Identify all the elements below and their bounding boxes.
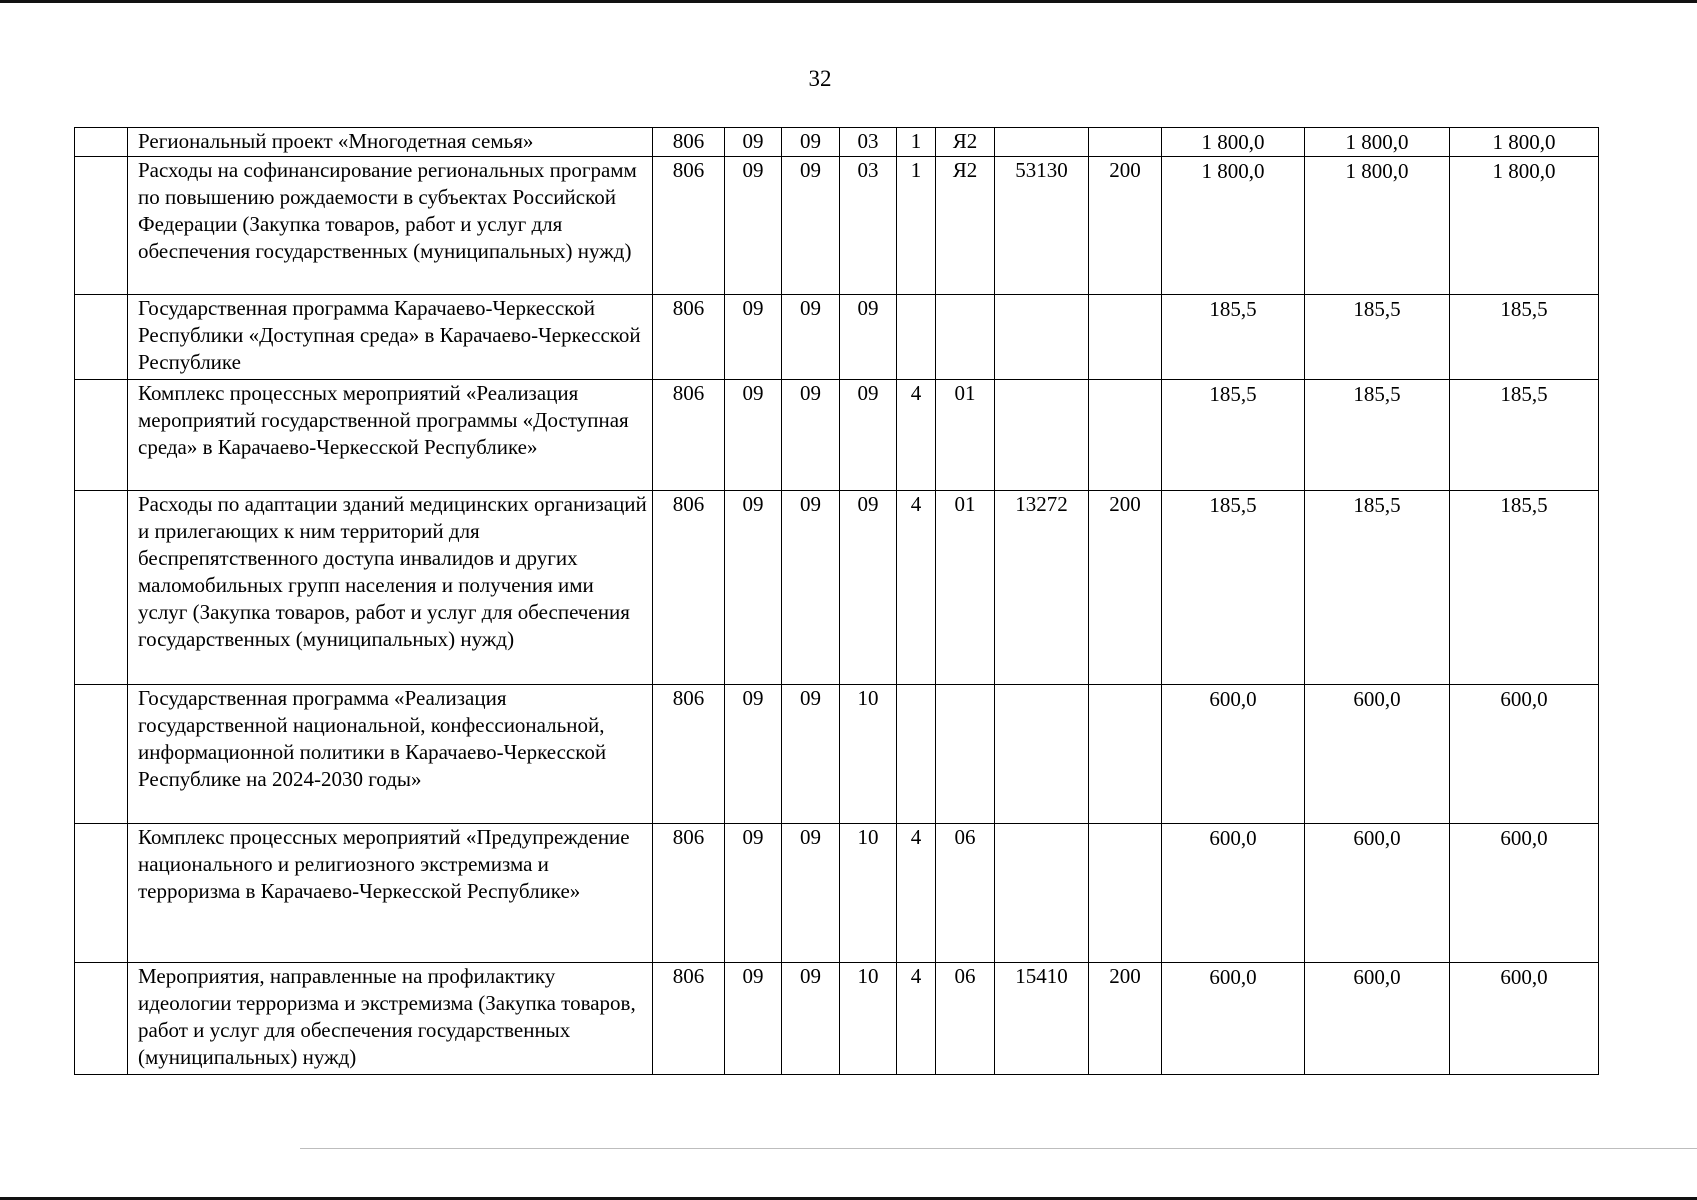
blank-cell bbox=[75, 824, 128, 963]
amount-year-1: 600,0 bbox=[1162, 963, 1305, 1075]
type-code: 4 bbox=[897, 380, 936, 491]
page-number: 32 bbox=[808, 66, 832, 91]
subsection-code: 09 bbox=[782, 128, 840, 157]
type-code: 4 bbox=[897, 824, 936, 963]
scan-faint-line bbox=[300, 1148, 1697, 1149]
section-code: 09 bbox=[725, 295, 782, 380]
program-code: 10 bbox=[840, 963, 897, 1075]
blank-cell bbox=[75, 128, 128, 157]
amount-year-3: 1 800,0 bbox=[1450, 157, 1599, 295]
direction-code bbox=[995, 824, 1089, 963]
amount-year-2: 1 800,0 bbox=[1305, 157, 1450, 295]
direction-code: 15410 bbox=[995, 963, 1089, 1075]
section-code: 09 bbox=[725, 963, 782, 1075]
direction-code bbox=[995, 128, 1089, 157]
direction-code bbox=[995, 685, 1089, 824]
table-row bbox=[75, 685, 1599, 824]
subsection-code: 09 bbox=[782, 157, 840, 295]
section-code: 09 bbox=[725, 824, 782, 963]
item-name: Комплекс процессных мероприятий «Реализация мероприятий государственной программы «Доступная среда» в Карачаево-Черкесской Республике» bbox=[128, 380, 653, 491]
ved-code: 806 bbox=[653, 963, 725, 1075]
blank-cell bbox=[75, 491, 128, 685]
amount-year-3: 600,0 bbox=[1450, 824, 1599, 963]
program-code: 03 bbox=[840, 128, 897, 157]
subsection-code: 09 bbox=[782, 824, 840, 963]
amount-year-1: 1 800,0 bbox=[1162, 128, 1305, 157]
type-code: 1 bbox=[897, 157, 936, 295]
amount-year-2: 185,5 bbox=[1305, 380, 1450, 491]
blank-cell bbox=[75, 295, 128, 380]
ved-code: 806 bbox=[653, 491, 725, 685]
item-name: Государственная программа Карачаево-Черкесской Республики «Доступная среда» в Карачаево-Черкесской Республике bbox=[128, 295, 653, 380]
blank-cell bbox=[75, 963, 128, 1075]
type-code: 4 bbox=[897, 491, 936, 685]
amount-year-3: 600,0 bbox=[1450, 963, 1599, 1075]
section-code: 09 bbox=[725, 491, 782, 685]
type-code: 4 bbox=[897, 963, 936, 1075]
subsection-code: 09 bbox=[782, 963, 840, 1075]
project-code: Я2 bbox=[936, 157, 995, 295]
section-code: 09 bbox=[725, 685, 782, 824]
amount-year-3: 185,5 bbox=[1450, 491, 1599, 685]
amount-year-2: 185,5 bbox=[1305, 491, 1450, 685]
table-row bbox=[75, 824, 1599, 963]
expense-type-code: 200 bbox=[1089, 963, 1162, 1075]
item-name: Расходы на софинансирование региональных программ по повышению рождаемости в субъектах Российской Федерации (Закупка товаров, работ и услуг для обеспечения государственных (муниципальных) нужд) bbox=[128, 157, 653, 295]
expense-type-code bbox=[1089, 685, 1162, 824]
direction-code bbox=[995, 380, 1089, 491]
section-code: 09 bbox=[725, 380, 782, 491]
amount-year-1: 600,0 bbox=[1162, 824, 1305, 963]
blank-cell bbox=[75, 685, 128, 824]
program-code: 10 bbox=[840, 824, 897, 963]
item-name: Расходы по адаптации зданий медицинских организаций и прилегающих к ним территорий для беспрепятственного доступа инвалидов и других маломобильных групп населения и получения ими услуг (Закупка товаров, работ и услуг для обеспечения государственных (муниципальных) нужд) bbox=[128, 491, 653, 685]
amount-year-2: 600,0 bbox=[1305, 685, 1450, 824]
budget-table bbox=[74, 127, 1599, 1075]
scan-border-top bbox=[0, 0, 1697, 3]
amount-year-1: 600,0 bbox=[1162, 685, 1305, 824]
amount-year-2: 185,5 bbox=[1305, 295, 1450, 380]
amount-year-1: 185,5 bbox=[1162, 380, 1305, 491]
amount-year-1: 1 800,0 bbox=[1162, 157, 1305, 295]
amount-year-1: 185,5 bbox=[1162, 491, 1305, 685]
type-code bbox=[897, 295, 936, 380]
table-row bbox=[75, 963, 1599, 1075]
ved-code: 806 bbox=[653, 157, 725, 295]
ved-code: 806 bbox=[653, 295, 725, 380]
program-code: 09 bbox=[840, 295, 897, 380]
blank-cell bbox=[75, 380, 128, 491]
table-row bbox=[75, 128, 1599, 157]
direction-code: 13272 bbox=[995, 491, 1089, 685]
item-name: Региональный проект «Многодетная семья» bbox=[128, 128, 653, 157]
amount-year-3: 185,5 bbox=[1450, 380, 1599, 491]
direction-code bbox=[995, 295, 1089, 380]
expense-type-code: 200 bbox=[1089, 491, 1162, 685]
ved-code: 806 bbox=[653, 128, 725, 157]
project-code bbox=[936, 685, 995, 824]
project-code: Я2 bbox=[936, 128, 995, 157]
amount-year-2: 600,0 bbox=[1305, 963, 1450, 1075]
program-code: 03 bbox=[840, 157, 897, 295]
amount-year-3: 1 800,0 bbox=[1450, 128, 1599, 157]
expense-type-code bbox=[1089, 128, 1162, 157]
program-code: 10 bbox=[840, 685, 897, 824]
ved-code: 806 bbox=[653, 685, 725, 824]
table-row bbox=[75, 157, 1599, 295]
project-code: 06 bbox=[936, 963, 995, 1075]
project-code: 06 bbox=[936, 824, 995, 963]
subsection-code: 09 bbox=[782, 491, 840, 685]
subsection-code: 09 bbox=[782, 685, 840, 824]
program-code: 09 bbox=[840, 380, 897, 491]
type-code bbox=[897, 685, 936, 824]
amount-year-3: 600,0 bbox=[1450, 685, 1599, 824]
amount-year-2: 600,0 bbox=[1305, 824, 1450, 963]
program-code: 09 bbox=[840, 491, 897, 685]
ved-code: 806 bbox=[653, 380, 725, 491]
table-row bbox=[75, 491, 1599, 685]
project-code: 01 bbox=[936, 491, 995, 685]
expense-type-code bbox=[1089, 295, 1162, 380]
expense-type-code: 200 bbox=[1089, 157, 1162, 295]
expense-type-code bbox=[1089, 380, 1162, 491]
amount-year-3: 185,5 bbox=[1450, 295, 1599, 380]
expense-type-code bbox=[1089, 824, 1162, 963]
type-code: 1 bbox=[897, 128, 936, 157]
table-row bbox=[75, 295, 1599, 380]
project-code bbox=[936, 295, 995, 380]
section-code: 09 bbox=[725, 128, 782, 157]
section-code: 09 bbox=[725, 157, 782, 295]
item-name: Государственная программа «Реализация государственной национальной, конфессиональной, информационной политики в Карачаево-Черкесской Республике на 2024-2030 годы» bbox=[128, 685, 653, 824]
amount-year-1: 185,5 bbox=[1162, 295, 1305, 380]
item-name: Мероприятия, направленные на профилактику идеологии терроризма и экстремизма (Закупка товаров, работ и услуг для обеспечения государственных (муниципальных) нужд) bbox=[128, 963, 653, 1075]
project-code: 01 bbox=[936, 380, 995, 491]
item-name: Комплекс процессных мероприятий «Предупреждение национального и религиозного экстремизма и терроризма в Карачаево-Черкесской Республике» bbox=[128, 824, 653, 963]
ved-code: 806 bbox=[653, 824, 725, 963]
table-row bbox=[75, 380, 1599, 491]
blank-cell bbox=[75, 157, 128, 295]
subsection-code: 09 bbox=[782, 380, 840, 491]
subsection-code: 09 bbox=[782, 295, 840, 380]
direction-code: 53130 bbox=[995, 157, 1089, 295]
amount-year-2: 1 800,0 bbox=[1305, 128, 1450, 157]
